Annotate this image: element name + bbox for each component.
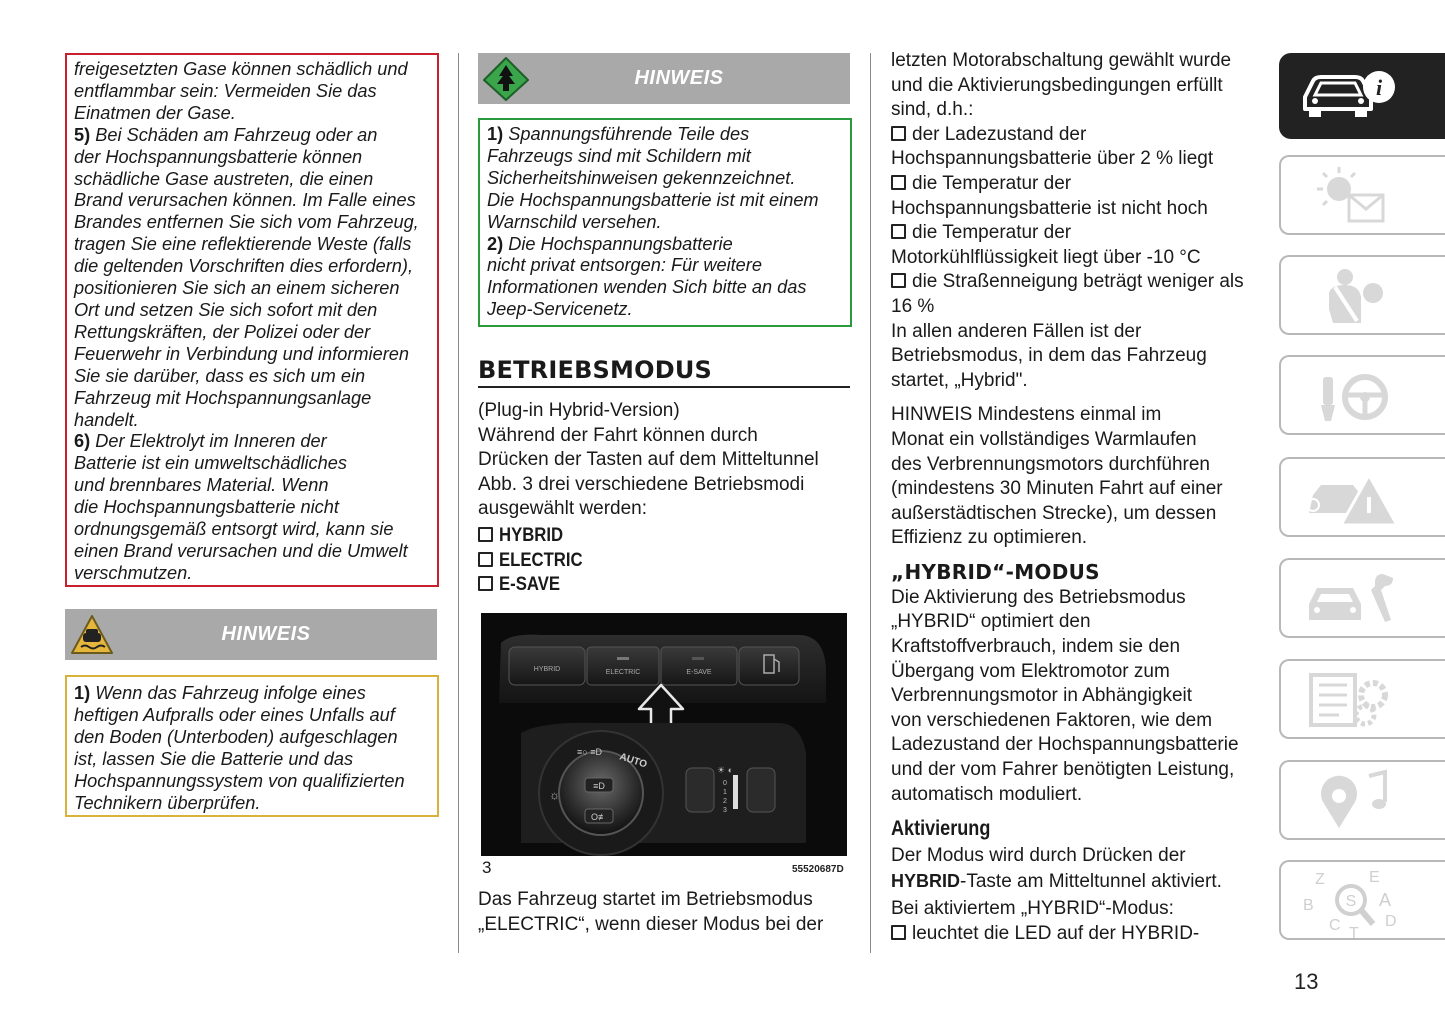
hinweis-line: (mindestens 30 Minuten Fahrt auf einer	[891, 478, 1223, 500]
note-box-col2	[478, 118, 852, 327]
checkbox-bullet-icon	[478, 552, 493, 567]
warning-box	[65, 53, 439, 587]
mode-buttons	[509, 647, 799, 685]
condition-item-cont: 16 %	[891, 295, 935, 317]
hybrid-text-line: von verschiedenen Faktoren, wie dem	[891, 709, 1213, 731]
index-letter: E	[1369, 869, 1380, 886]
note-title: HINWEIS	[221, 623, 311, 645]
note-number: 5)	[74, 124, 91, 145]
tab-warning-lights[interactable]	[1279, 155, 1445, 235]
note-number: 1)	[74, 683, 91, 703]
column-divider	[458, 53, 459, 953]
warning-line: Fahrzeug mit Hochspannungsanlage	[74, 387, 372, 408]
warning-lights-icon	[1299, 163, 1409, 229]
note-number: 1)	[487, 124, 504, 144]
figure-number: 3	[482, 858, 492, 877]
hybrid-mode-heading: „HYBRID“-MODUS	[891, 559, 1100, 584]
hinweis-line: des Verbrennungsmotors durchführen	[891, 453, 1210, 475]
tab-car-info[interactable]	[1279, 53, 1445, 139]
note-box-col1	[65, 675, 439, 817]
tab-emergency[interactable]	[1279, 457, 1445, 537]
note-line: Jeep-Servicenetz.	[487, 299, 633, 320]
svg-text:≡○ ≡D: ≡○ ≡D	[577, 747, 602, 757]
aktivierung-line: HYBRID-Taste am Mitteltunnel aktiviert.	[891, 870, 1222, 892]
warning-line: Batterie ist ein umweltschädliches	[74, 453, 347, 474]
intro-line: Drücken der Tasten auf dem Mitteltunnel	[478, 449, 819, 471]
condition-item-cont: Hochspannungsbatterie über 2 % liegt	[891, 148, 1214, 170]
checkbox-bullet-icon	[478, 576, 493, 591]
column-divider	[870, 53, 871, 953]
warning-line: schädliche Gase austreten, die einen	[74, 168, 374, 189]
svg-text:☼: ☼	[549, 788, 560, 802]
note-line: Technikern überprüfen.	[74, 792, 261, 813]
condition-item: die Temperatur der	[891, 221, 1271, 246]
maintenance-icon	[1299, 566, 1409, 632]
tab-driving[interactable]	[1279, 355, 1445, 435]
warning-line: Brandes entfernen Sie sich vom Fahrzeug,	[74, 212, 419, 233]
safety-icon	[1299, 263, 1409, 329]
car-info-icon	[1299, 67, 1409, 127]
index-letter: C	[1329, 917, 1341, 934]
note-line: Warnschild versehen.	[487, 211, 662, 232]
tab-index[interactable]	[1279, 860, 1445, 940]
warning-line: Brand verursachen können. Im Falle eines	[74, 190, 416, 211]
figure-button-hybrid: HYBRID	[533, 666, 561, 673]
hybrid-text-line: Verbrennungsmotor in Abhängigkeit	[891, 685, 1193, 707]
emergency-icon	[1299, 465, 1409, 531]
hybrid-text-line: „HYBRID“ optimiert den	[891, 611, 1091, 633]
note-line: Informationen wenden Sich bitte an das	[487, 277, 807, 298]
warning-line: verschmutzen.	[74, 562, 193, 583]
note-line: 1) Spannungsführende Teile des	[487, 124, 750, 144]
warning-line: Feuerwehr in Verbindung und informieren	[74, 343, 409, 364]
tab-maintenance[interactable]	[1279, 558, 1445, 638]
text-line: Betriebsmodus, in dem das Fahrzeug	[891, 345, 1207, 367]
note-header-col2	[478, 53, 850, 104]
figure-button-esave: E-SAVE	[686, 669, 712, 676]
warning-line: tragen Sie eine reflektierende Weste (falls	[74, 234, 412, 255]
tab-multimedia[interactable]	[1279, 760, 1445, 840]
figure-button-electric: ELECTRIC	[605, 669, 641, 676]
driving-icon	[1299, 363, 1409, 429]
note-line: Sicherheitshinweisen gekennzeichnet.	[487, 167, 796, 188]
hybrid-text-line: Ladezustand der Hochspannungsbatterie	[891, 734, 1239, 756]
mode-list	[478, 524, 678, 598]
note-header-col1	[65, 609, 437, 660]
svg-text:O≢: O≢	[590, 812, 608, 822]
intro-line: Abb. 3 drei verschiedene Betriebsmodi	[478, 473, 805, 495]
figure-dial-digit: 3	[723, 807, 727, 814]
hybrid-text-line: Übergang vom Elektromotor zum	[891, 660, 1170, 682]
note-line: 1) Wenn das Fahrzeug infolge eines	[74, 683, 366, 703]
hinweis-line: außerstädtischen Strecke), um dessen	[891, 502, 1217, 524]
warning-line: Einatmen der Gase.	[74, 102, 236, 123]
warning-line: einen Brand verursachen und die Umwelt	[74, 540, 408, 561]
warning-line: entflammbar sein: Vermeiden Sie das	[74, 80, 377, 101]
svg-text:≡D: ≡D	[593, 781, 605, 791]
svg-text:S: S	[1345, 893, 1357, 910]
condition-item: die Straßenneigung beträgt weniger als	[891, 270, 1271, 295]
aktivierung-line: Bei aktiviertem „HYBRID“-Modus:	[891, 898, 1174, 920]
hybrid-text-line: Die Aktivierung des Betriebsmodus	[891, 586, 1186, 608]
checkbox-bullet-icon	[478, 527, 493, 542]
note-line: den Boden (Unterboden) aufgeschlagen	[74, 726, 398, 747]
intro-line: ausgewählt werden:	[478, 498, 647, 520]
warning-line: 6) Der Elektrolyt im Inneren der	[74, 431, 327, 452]
hybrid-text-line: und der vom Fahrer benötigten Leistung,	[891, 759, 1235, 781]
note-line: Die Hochspannungsbatterie ist mit einem	[487, 189, 819, 210]
text-line: und die Aktivierungsbedingungen erfüllt	[891, 74, 1223, 96]
warning-line: positionieren Sie sich an einem sicheren	[74, 278, 400, 299]
warning-line: Ort und setzen Sie sich sofort mit den	[74, 299, 378, 320]
warning-line: handelt.	[74, 409, 139, 430]
outro-line: „ELECTRIC“, wenn dieser Modus bei der	[478, 913, 824, 935]
note-line: nicht privat entsorgen: Für weitere	[487, 255, 762, 276]
multimedia-icon	[1299, 768, 1409, 834]
index-letter: D	[1385, 913, 1397, 930]
intro-line: Während der Fahrt können durch	[478, 424, 758, 446]
checkbox-bullet-icon	[891, 273, 906, 288]
note-title: HINWEIS	[634, 67, 724, 89]
section-heading	[478, 356, 850, 388]
checkbox-bullet-icon	[891, 925, 906, 940]
intro-text	[478, 399, 858, 522]
index-letter: T	[1349, 925, 1359, 938]
text-line: letzten Motorabschaltung gewählt wurde	[891, 50, 1232, 71]
hybrid-text-line: automatisch moduliert.	[891, 783, 1083, 805]
note-line: 2) Die Hochspannungsbatterie	[487, 233, 733, 254]
text-line: In allen anderen Fällen ist der	[891, 320, 1142, 342]
page-number: 13	[1294, 969, 1319, 994]
mode-item	[478, 549, 678, 574]
warning-line: Sie sie darüber, dass es sich um ein	[74, 365, 366, 386]
warning-line: und brennbares Material. Wenn	[74, 475, 329, 496]
warning-line: Rettungskräften, der Polizei oder der	[74, 321, 371, 342]
technical-data-icon	[1299, 667, 1409, 733]
tab-technical-data[interactable]	[1279, 659, 1445, 739]
warning-line: die Hochspannungsbatterie nicht	[74, 497, 339, 518]
index-letter: Z	[1315, 871, 1325, 888]
figure-auto-label: AUTO	[618, 751, 649, 771]
figure-dial-digit: 1	[723, 789, 727, 796]
svg-text:☀ ◐: ☀ ◐	[717, 765, 734, 775]
condition-item: der Ladezustand der	[891, 123, 1271, 148]
index-letter: B	[1303, 897, 1314, 914]
tab-safety[interactable]	[1279, 255, 1445, 335]
hinweis-line: Effizienz zu optimieren.	[891, 527, 1088, 549]
condition-item-cont: Hochspannungsbatterie ist nicht hoch	[891, 197, 1208, 219]
section-heading-text: BETRIEBSMODUS	[478, 356, 713, 384]
condition-item: die Temperatur der	[891, 172, 1271, 197]
figure-dial-digit: 2	[723, 798, 727, 805]
warning-line: der Hochspannungsbatterie können	[74, 146, 363, 167]
svg-text:i: i	[1375, 75, 1383, 100]
index-letter: A	[1379, 890, 1392, 910]
note-line: ist, lassen Sie die Batterie und das	[74, 748, 354, 769]
text-line: sind, d.h.:	[891, 99, 974, 121]
index-icon	[1299, 868, 1409, 938]
mode-label: E-SAVE	[499, 574, 561, 596]
warning-line: 5) Bei Schäden am Fahrzeug oder an	[74, 124, 378, 145]
condition-item-cont: Motorkühlflüssigkeit liegt über -10 °C	[891, 246, 1201, 268]
aktivierung-bullet: leuchtet die LED auf der HYBRID-	[891, 922, 1271, 947]
intro-line: (Plug-in Hybrid-Version)	[478, 400, 680, 421]
note-line: Fahrzeugs sind mit Schildern mit	[487, 145, 751, 166]
aktivierung-heading: Aktivierung	[891, 817, 991, 841]
warning-line: freigesetzten Gase können schädlich und	[74, 59, 408, 79]
hinweis-line: HINWEIS Mindestens einmal im	[891, 404, 1162, 426]
checkbox-bullet-icon	[891, 224, 906, 239]
note-line: heftigen Aufpralls oder eines Unfalls auf	[74, 704, 395, 725]
hybrid-text-line: Kraftstoffverbrauch, indem sie den	[891, 636, 1181, 658]
mode-label: ELECTRIC	[499, 549, 583, 571]
aktivierung-line: Der Modus wird durch Drücken der	[891, 845, 1186, 867]
warning-line: die geltenden Vorschriften dies erfordern),	[74, 256, 414, 277]
mode-item	[478, 573, 678, 598]
outro-line: Das Fahrzeug startet im Betriebsmodus	[478, 889, 813, 910]
checkbox-bullet-icon	[891, 126, 906, 141]
figure-code: 55520687D	[792, 864, 844, 875]
warning-line: ordnungsgemäß entsorgt wird, kann sie	[74, 519, 394, 540]
text-line: startet, „Hybrid".	[891, 369, 1028, 391]
hinweis-line: Monat ein vollständiges Warmlaufen	[891, 428, 1197, 450]
figure-dial-digit: 0	[723, 780, 727, 787]
mode-label: HYBRID	[499, 525, 564, 546]
mode-item	[478, 524, 678, 549]
col3-text	[891, 49, 1271, 947]
figure-photo	[481, 613, 847, 856]
checkbox-bullet-icon	[891, 175, 906, 190]
outro-text	[478, 888, 858, 937]
note-line: Hochspannungssystem von qualifizierten	[74, 770, 405, 791]
note-number: 2)	[487, 233, 504, 254]
note-number: 6)	[74, 431, 91, 452]
